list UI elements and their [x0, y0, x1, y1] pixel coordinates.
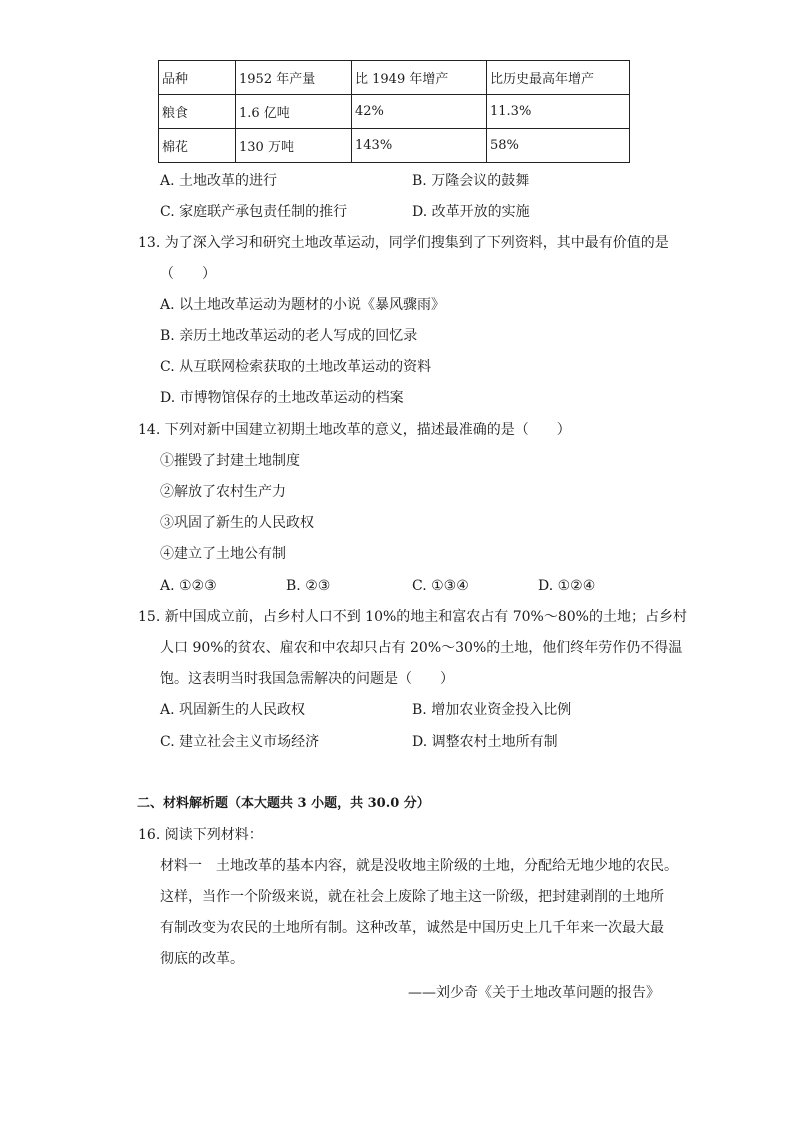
q15-line-2: 人口 90%的贫农、雇农和中农却只占有 20%～30%的土地，他们终年劳作仍不得温 — [160, 640, 683, 656]
q16-material-line-3: 有制改变为农民的土地所有制。这种改革，诚然是中国历史上几千年来一次最大最 — [160, 920, 664, 936]
q16-material-line-4: 彻底的改革。 — [160, 951, 244, 967]
q15-option-a: A. 巩固新生的人民政权 — [160, 702, 306, 718]
table-header-cell: 品种 — [159, 61, 236, 95]
q16-material-line-1: 材料一 土地改革的基本内容，就是没收地主阶级的土地，分配给无地少地的农民。 — [160, 858, 678, 874]
q12-option-b: B. 万隆会议的鼓舞 — [412, 173, 530, 189]
q14-item-2: ②解放了农村生产力 — [160, 484, 286, 500]
section-title: 二、材料解析题（本大题共 3 小题，共 30.0 分） — [137, 796, 430, 811]
q16-source: ——刘少奇《关于土地改革问题的报告》 — [408, 985, 660, 1001]
table-cell: 42% — [352, 95, 487, 129]
table-cell: 143% — [352, 129, 487, 163]
q14-option-b: B. ②③ — [286, 578, 331, 594]
q12-option-a: A. 土地改革的进行 — [160, 173, 278, 189]
q16-material-line-2: 这样，当作一个阶级来说，就在社会上废除了地主这一阶级，把封建剥削的土地所 — [160, 889, 664, 905]
q15-line-3: 饱。这表明当时我国急需解决的问题是（ ） — [160, 671, 454, 687]
table-cell: 棉花 — [159, 129, 236, 163]
table-row — [159, 129, 630, 163]
q16-stem: 16. 阅读下列材料： — [138, 827, 263, 843]
q15-line-1: 15. 新中国成立前，占乡村人口不到 10%的地主和富农占有 70%～80%的土地；占乡村 — [138, 609, 687, 625]
table-cell: 130 万吨 — [236, 129, 352, 163]
q15-option-b: B. 增加农业资金投入比例 — [412, 702, 572, 718]
q14-item-3: ③巩固了新生的人民政权 — [160, 515, 314, 531]
q13-option-d: D. 市博物馆保存的土地改革运动的档案 — [160, 390, 404, 406]
q14-item-1: ①摧毁了封建土地制度 — [160, 453, 300, 469]
q13-blank: （ ） — [160, 266, 216, 282]
q14-item-4: ④建立了土地公有制 — [160, 546, 286, 562]
table-cell: 11.3% — [487, 95, 630, 129]
table-cell: 1.6 亿吨 — [236, 95, 352, 129]
q13-option-b: B. 亲历土地改革运动的老人写成的回忆录 — [160, 328, 418, 344]
q15-option-d: D. 调整农村土地所有制 — [412, 734, 558, 750]
table-cell: 粮食 — [159, 95, 236, 129]
production-table — [158, 60, 630, 163]
q15-option-c: C. 建立社会主义市场经济 — [160, 734, 320, 750]
table-header-cell: 1952 年产量 — [236, 61, 352, 95]
q13-stem: 13. 为了深入学习和研究土地改革运动，同学们搜集到了下列资料，其中最有价值的是 — [138, 235, 669, 251]
table-header-row — [159, 61, 630, 95]
q14-option-d: D. ①②④ — [538, 578, 596, 594]
table-header-cell: 比 1949 年增产 — [352, 61, 487, 95]
table-row — [159, 95, 630, 129]
table-cell: 58% — [487, 129, 630, 163]
q14-stem: 14. 下列对新中国建立初期土地改革的意义，描述最准确的是（ ） — [138, 422, 571, 438]
q13-option-c: C. 从互联网检索获取的土地改革运动的资料 — [160, 359, 432, 375]
q13-option-a: A. 以土地改革运动为题材的小说《暴风骤雨》 — [160, 297, 446, 313]
q14-option-c: C. ①③④ — [412, 578, 469, 594]
q14-option-a: A. ①②③ — [160, 578, 217, 594]
q12-option-d: D. 改革开放的实施 — [412, 204, 530, 220]
q12-option-c: C. 家庭联产承包责任制的推行 — [160, 204, 348, 220]
table-header-cell: 比历史最高年增产 — [487, 61, 630, 95]
